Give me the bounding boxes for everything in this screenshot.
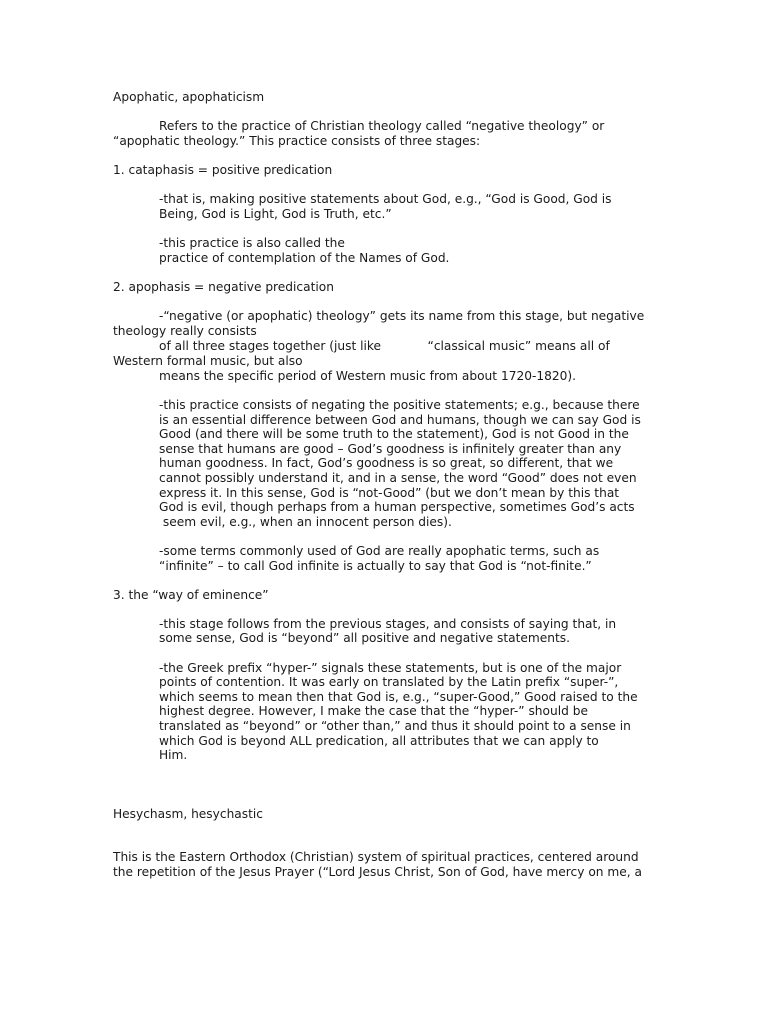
paragraph-line: -“negative (or apophatic) theology” gets its name from this stage, but negative xyxy=(159,309,645,323)
paragraph-line: Western formal music, but also xyxy=(113,354,303,368)
paragraph-line: human goodness. In fact, God’s goodness is so great, so different, that we xyxy=(159,456,614,470)
paragraph-line: Him. xyxy=(159,748,188,762)
paragraph-line: This is the Eastern Orthodox (Christian) system of spiritual practices, centered around xyxy=(113,850,639,864)
paragraph-line: highest degree. However, I make the case that the “hyper-” should be xyxy=(159,704,588,718)
paragraph-line: means the specific period of Western music from about 1720-1820). xyxy=(159,369,576,383)
paragraph-line: -this practice is also called the xyxy=(159,236,345,250)
paragraph-line: -this practice consists of negating the positive statements; e.g., because there xyxy=(159,398,640,412)
paragraph-line: -that is, making positive statements about God, e.g., “God is Good, God is xyxy=(159,192,612,206)
paragraph-line: which God is beyond ALL predication, all attributes that we can apply to xyxy=(159,734,599,748)
paragraph-line: God is evil, though perhaps from a human perspective, sometimes God’s acts xyxy=(159,500,635,514)
paragraph-line: the repetition of the Jesus Prayer (“Lord Jesus Christ, Son of God, have mercy on me, a xyxy=(113,865,642,879)
paragraph-line: cannot possibly understand it, and in a sense, the word “Good” does not even xyxy=(159,471,637,485)
paragraph-line: -some terms commonly used of God are really apophatic terms, such as xyxy=(159,544,600,558)
paragraph-line: practice of contemplation of the Names of God. xyxy=(159,251,450,265)
list-heading-apophasis: 2. apophasis = negative predication xyxy=(113,280,334,294)
paragraph-line: which seems to mean then that God is, e.g., “super-Good,” Good raised to the xyxy=(159,690,638,704)
paragraph-line: seem evil, e.g., when an innocent person dies). xyxy=(159,515,452,529)
paragraph-line: some sense, God is “beyond” all positive and negative statements. xyxy=(159,631,570,645)
heading-apophatic: Apophatic, apophaticism xyxy=(113,90,265,104)
paragraph-line: Being, God is Light, God is Truth, etc.” xyxy=(159,207,392,221)
list-heading-eminence: 3. the “way of eminence” xyxy=(113,588,269,602)
paragraph-line: “apophatic theology.” This practice consists of three stages: xyxy=(113,134,481,148)
paragraph-line: translated as “beyond” or “other than,” and thus it should point to a sense in xyxy=(159,719,631,733)
paragraph-line: “infinite” – to call God infinite is actually to say that God is “not-finite.” xyxy=(159,559,592,573)
paragraph-line: -the Greek prefix “hyper-” signals these statements, but is one of the major xyxy=(159,661,622,675)
list-heading-cataphasis: 1. cataphasis = positive predication xyxy=(113,163,333,177)
heading-hesychasm: Hesychasm, hesychastic xyxy=(113,807,263,821)
paragraph-line: of all three stages together (just like “classical music” means all of xyxy=(159,339,610,353)
paragraph-line: express it. In this sense, God is “not-Good” (but we don’t mean by this that xyxy=(159,486,620,500)
paragraph-line: theology really consists xyxy=(113,324,257,338)
paragraph-line: Good (and there will be some truth to the statement), God is not Good in the xyxy=(159,427,629,441)
paragraph-line: points of contention. It was early on translated by the Latin prefix “super-”, xyxy=(159,675,619,689)
paragraph-line: -this stage follows from the previous stages, and consists of saying that, in xyxy=(159,617,617,631)
paragraph-line: Refers to the practice of Christian theology called “negative theology” or xyxy=(159,119,605,133)
paragraph-line: sense that humans are good – God’s goodness is infinitely greater than any xyxy=(159,442,622,456)
paragraph-line: is an essential difference between God and humans, though we can say God is xyxy=(159,413,641,427)
